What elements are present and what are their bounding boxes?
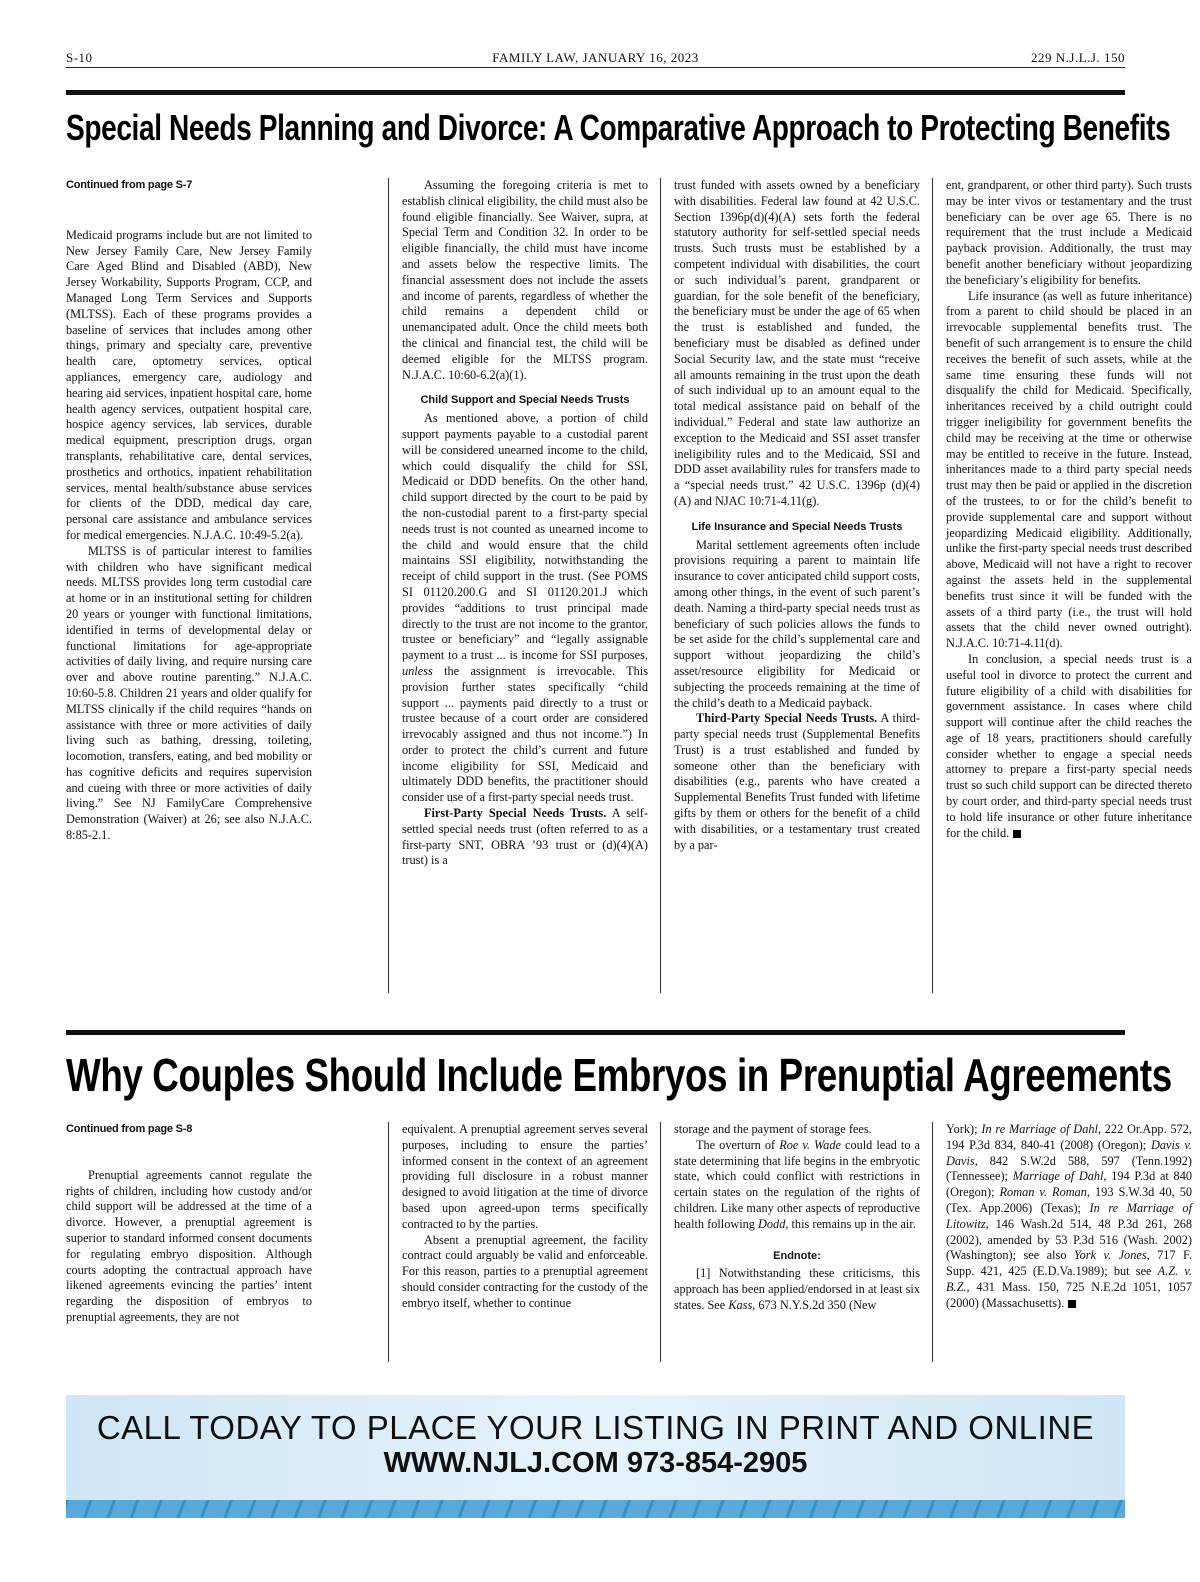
citation-text: , 717 F. Supp. 421, 425 (E.D.Va.1989); but see <box>946 1248 1192 1279</box>
citation-text: , 431 Mass. 150, 725 N.E.2d 1051, 1057 (2000) (Massachusetts). <box>946 1279 1192 1310</box>
paragraph: Medicaid programs include but are not limited to New Jersey Family Care, New Jersey Family Care Aged Blind and Disabled (ABD), New Jersey Workability, Supports Program, CCP, and Managed Long Term Services and Supports (MLTSS). Each of these programs provides a baseline of services that includes among other things, primary and specialty care, preventive health care, optometry services, optical appliances, emergency care, audiology and hearing aid services, inpatient hospital care, home health agency services, outpatient hospital care, hospice agency services, lab services, durable medical equipment, prescription drugs, organ transplants, rehabilitative care, dental services, prosthetics and orthotics, inpatient rehabilitation services, mental health/substance abuse services for clients of the DDD, medical day care, personal care assistance and ambulance services for medical emergencies. N.J.A.C. 10:49-5.2(a). <box>66 227 312 542</box>
continued-from: Continued from page S-8 <box>66 1123 193 1135</box>
paragraph: MLTSS is of particular interest to families with children who have significant medical needs. MLTSS provides long term custodial care at home or in an institutional setting for children 20 years or younger with functional limitations, identified in terms of developmental delay or functional limitations for age-appropriate activities of daily living, and require nursing care over and above routine parenting.” N.J.A.C. 10:60-5.8. Children 21 years and older qualify for MLTSS clinically if the child requires “hands on assistance with three or more activities of daily living such as bathing, dressing, toileting, locomotion, transfers, eating, and bed mobility or has cognitive deficits and requires supervision and cueing with three or more activities of daily living.” See NJ FamilyCare Comprehensive Demonstration (Waiver) at 26; see also N.J.A.C. 8:85-2.1. <box>66 543 312 843</box>
article2-col4 <box>946 1122 1192 1312</box>
ad-contact[interactable]: WWW.NJLJ.COM 973-854-2905 <box>383 1447 808 1479</box>
article1-top-rule <box>66 90 1125 95</box>
end-mark-icon <box>1013 830 1021 838</box>
case-name: York v. Jones <box>1073 1248 1147 1263</box>
ad-headline: CALL TODAY TO PLACE YOUR LISTING IN PRINT AND ONLINE <box>96 1409 1095 1446</box>
column-divider <box>388 1122 389 1362</box>
paragraph <box>946 1122 1192 1312</box>
citation-text: , 222 Or.App. 572, 194 P.3d 834, 840-41 (2008) (Oregon); <box>946 1122 1192 1152</box>
case-name: Marriage of Dahl <box>1012 1169 1104 1184</box>
article1-body <box>66 178 1192 993</box>
paragraph: Prenuptial agreements cannot regulate the rights of children, including how custody and/or child support will be addressed at the time of a divorce. However, a prenuptial agreement is superior to standard informed consent documents for regulating embryo disposition. Although courts adopting the contractual approach have likened agreements evincing the parties’ intent regarding the disposition of embryos to prenuptial agreements, they are not <box>66 1167 312 1324</box>
article2-col1 <box>66 1122 312 1326</box>
subheading: Child Support and Special Needs Trusts <box>420 394 630 407</box>
case-name: Davis v. Davis <box>946 1137 1192 1168</box>
endnote: [1] Notwithstanding these criticisms, this approach has been applied/endorsed in at least six states. See Kass, 673 N.Y.S.2d 350 (New <box>674 1266 920 1312</box>
case-name: In re Marriage of Litowitz <box>946 1200 1192 1231</box>
article1-col4-text <box>946 178 1192 841</box>
article1-col1 <box>66 178 312 844</box>
column-divider <box>388 178 389 993</box>
article2-top-rule <box>66 1030 1125 1035</box>
article2-col3 <box>674 1122 920 1314</box>
case-name: In re Marriage of Dahl <box>981 1122 1098 1136</box>
article1-title: Special Needs Planning and Divorce: A Comparative Approach to Protecting Benefits <box>66 107 1171 148</box>
paragraph: In conclusion, a special needs trust is a useful tool in divorce to protect the current and future eligibility of a child with disabilities for government assistance. In cases where child support will continue after the child reaches the age of 18 years, practitioners should carefully consider whether to engage a special needs attorney to prepare a first-party special needs trust so such child support can be directed thereto by court order, and third-party special needs trust to hold life insurance or other future inheritance for the child. <box>946 651 1192 840</box>
paragraph: equivalent. A prenuptial agreement serves several purposes, including to ensure the parties’ informed consent in the context of an agreement providing full disclosure in a robust manner designed to avoid litigation at the time of divorce based upon agreed-upon terms specifically contracted to by the parties. <box>402 1122 648 1231</box>
article1-col2 <box>402 178 648 869</box>
case-name: A.Z. v. B.Z. <box>946 1264 1192 1294</box>
section-date: FAMILY LAW, JANUARY 16, 2023 <box>492 50 699 65</box>
column-divider <box>932 178 933 993</box>
citation: 229 N.J.L.J. 150 <box>1031 50 1125 65</box>
paragraph: As mentioned above, a portion of child support payments payable to a custodial parent will be considered unearned income to the child, which could disqualify the child for SSI, Medicaid or DDD benefits. On the other hand, child support directed by the court to be paid by the non-custodial parent to a first-party special needs trust is not counted as unearned income to the child and would ensure that the child maintains SSI eligibility, notwithstanding the receipt of child support in the trust. (See POMS SI 01120.200.G and SI 01120.201.J which provides “additions to trust principal made directly to the trust are not income to the grantor, trustee or beneficiary” and “legally assignable payment to a trust ... is income for SSI purposes, unless the assignment is irrevocable. This provision further states specifically “child support ... payments paid directly to a trust or trustee because of a court order are considered irrevocably assigned and thus not income.”) In order to protect the child’s current and future income eligibility for SSI, Medicaid and ultimately DDD benefits, the practitioner should consider use of a first-party special needs trust. <box>402 411 648 805</box>
citation-text: , 194 P.3d at 840 (Oregon); <box>946 1169 1192 1200</box>
citation-text: , 146 Wash.2d 514, 48 P.3d 261, 268 (2002), amended by 53 P.3d 516 (Wash. 2002) (Washington); see also <box>946 1216 1192 1263</box>
citation-text: , 842 S.W.2d 588, 597 (Tenn.1992) (Tennessee); <box>946 1153 1192 1184</box>
advertisement-banner[interactable] <box>66 1395 1125 1518</box>
column-divider <box>660 1122 661 1362</box>
article2-title: Why Couples Should Include Embryos in Prenuptial Agreements <box>66 1049 1172 1101</box>
continued-from: Continued from page S-7 <box>66 179 193 191</box>
article2-col2 <box>402 1122 648 1312</box>
citation-text: York); <box>946 1122 982 1136</box>
citation-text: , 193 S.W.3d 40, 50 (Tex. App.2006) (Texas); <box>946 1185 1193 1215</box>
running-header <box>66 48 1125 68</box>
case-name: Roman v. Roman <box>999 1185 1087 1200</box>
column-divider <box>660 178 661 993</box>
article2-body <box>66 1122 1193 1362</box>
paragraph: storage and the payment of storage fees. <box>674 1122 872 1136</box>
page-number: S-10 <box>66 50 93 65</box>
paragraph: Absent a prenuptial agreement, the facility contract could arguably be valid and enforceable. For this reason, parties to a prenuptial agreement should consider contracting for the custody of the embryo itself, whether to continue <box>402 1232 648 1310</box>
column-divider <box>932 1122 933 1362</box>
header-rule <box>66 67 1125 68</box>
subheading: Endnote: <box>773 1249 821 1262</box>
paragraph: First-Party Special Needs Trusts. A self-settled special needs trust (often referred to as a first-party SNT, OBRA ’93 trust or (d)(4)(A) trust) is a <box>402 806 648 868</box>
paragraph: Life insurance (as well as future inheritance) from a parent to child should be placed in an irrevocable supplemental benefits trust. The benefit of such arrangement is to ensure the child receives the benefit of such assets, while at the same time ensuring these funds will not disqualify the child for Medicaid. Specifically, inheritances received by a child outright could trigger ineligibility for government benefits the child may be receiving at the time or otherwise may be entitled to receive in the future. Instead, inheritances made to a third party special needs trust may then be paid or applied in the discretion of the trustees, to or for the child’s benefit to provide supplemental care and support without jeopardizing Medicaid eligibility. Additionally, unlike the first-party special needs trust described above, Medicaid will not have a right to recover against the assets held in the supplemental benefits trust since it will be funded with the assets of a third party (i.e., the trust will hold assets that the child never owned outright). N.J.A.C. 10:71-4.11(d). <box>946 288 1192 651</box>
paragraph: Assuming the foregoing criteria is met to establish clinical eligibility, the child must also be found eligible financially. See Waiver, supra, at Special Term and Condition 32. In order to be eligible financially, the child must have income and assets below the respective limits. The financial assessment does not include the assets and income of parents, regardless of whether the child remains a dependent child or unemancipated adult. Once the child meets both the clinical and financial test, the child will be deemed eligible for the MLTSS program. N.J.A.C. 10:60-6.2(a)(1). <box>402 178 648 382</box>
decorative-stripes <box>66 1500 1125 1518</box>
paragraph: The overturn of Roe v. Wade could lead to a state determining that life begins in the embryotic state, which could conflict with restrictions in certain states on the regulation of the rights of children. Like many other aspects of reproductive health following Dodd, this remains up in the air. <box>674 1137 920 1231</box>
paragraph: trust funded with assets owned by a beneficiary with disabilities. Federal law found at 42 U.S.C. Section 1396p(d)(4)(A) sets forth the federal statutory authority for self-settled special needs trusts. Such trusts must be established by a competent individual with disabilities, the court or such individual’s parent, grandparent or guardian, for the sole benefit of the beneficiary, the beneficiary must be under the age of 65 when the trust is established and funded, the beneficiary must be disabled as defined under Social Security law, and the state must “receive all amounts remaining in the trust upon the death of such individual up to an amount equal to the total medical assistance paid on behalf of the individual.” Federal and state law authorize an exception to the Medicaid and SSI asset transfer ineligibility rules and to the Medicaid, SSI and DDD asset availability rules for transfers made to a “special needs trust.” 42 U.S.C. 1396p (d)(4)(A) and NJAC 10:71-4.11(g). <box>674 178 920 508</box>
article1-col3 <box>674 178 920 853</box>
paragraph: Marital settlement agreements often include provisions requiring a parent to maintain life insurance to cover anticipated child support costs, among other things, in the event of such parent’s death. Naming a third-party special needs trust as beneficiary of such policies allows the funds to be set aside for the child’s supplemental care and support without jeopardizing the child’s asset/resource eligibility for Medicaid or subjecting the proceeds remaining at the time of the child’s death to a Medicaid payback. <box>674 537 920 710</box>
paragraph: ent, grandparent, or other third party). Such trusts may be inter vivos or testamentary and the trust beneficiary can be over age 65. There is no requirement that the trust include a Medicaid payback provision. Additionally, the trust may benefit another beneficiary without jeopardizing the beneficiary’s eligibility for benefits. <box>946 178 1192 287</box>
subheading: Life Insurance and Special Needs Trusts <box>691 520 903 533</box>
end-mark-icon <box>1068 1300 1076 1308</box>
paragraph: Third-Party Special Needs Trusts. A third-party special needs trust (Supplemental Benefits Trust) is a trust established and funded by someone other than the beneficiary with disabilities (e.g., parents who have created a Supplemental Benefits Trust funded with lifetime gifts by them or others for the benefit of a child with disabilities, or a testamentary trust created by a par- <box>674 711 920 852</box>
